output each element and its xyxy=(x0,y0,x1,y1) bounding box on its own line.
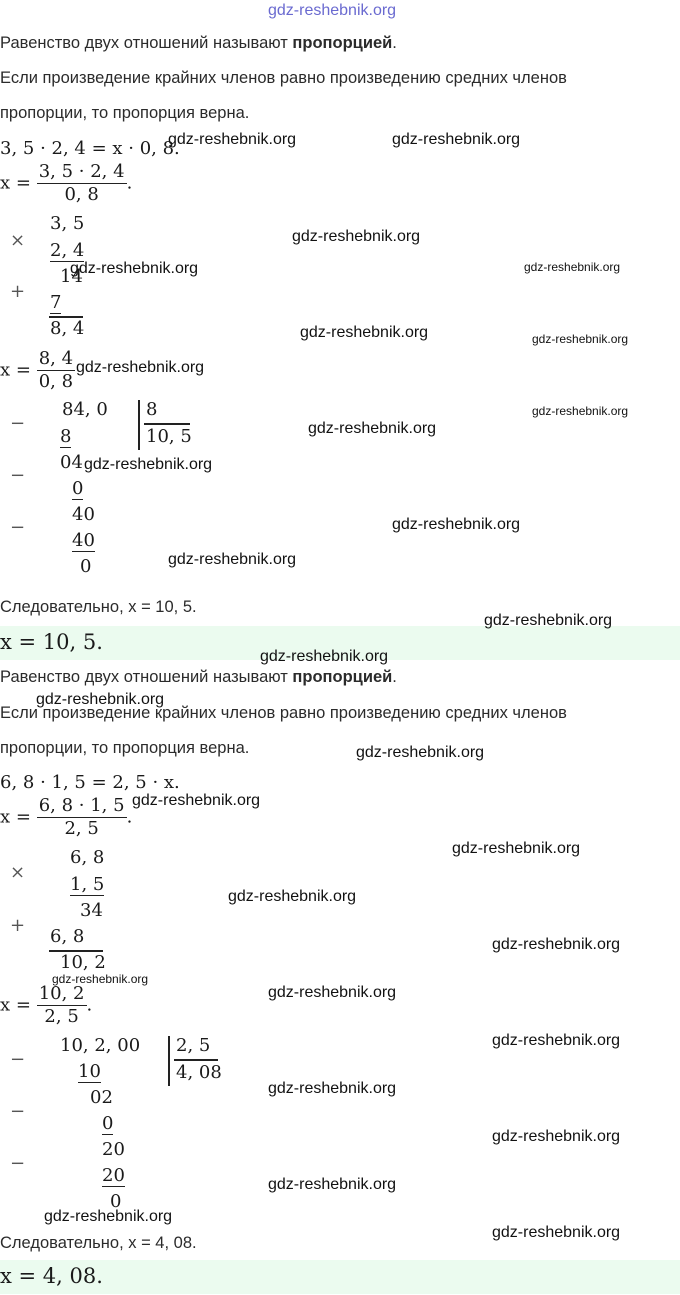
underlined-value: 20 xyxy=(102,1165,125,1186)
multiply-sign-2: × xyxy=(10,862,26,883)
answer-2: x = 4, 08. xyxy=(0,1264,103,1288)
intro-text-1 xyxy=(0,34,397,53)
plus-sign-2: + xyxy=(10,915,26,936)
underlined-value: 2, 4 xyxy=(50,240,85,261)
watermark: gdz-reshebnik.org xyxy=(70,260,199,277)
mult-result-1: 8, 4 xyxy=(50,318,85,339)
watermark: gdz-reshebnik.org xyxy=(532,404,629,418)
x-eq-label: x = xyxy=(0,806,31,828)
mult-partial-1-1: 14 xyxy=(60,266,83,287)
remainder-2-2: 20 xyxy=(102,1139,125,1160)
fraction xyxy=(37,796,127,839)
denominator: 2, 5 xyxy=(44,1005,79,1027)
underlined-value: 7 xyxy=(50,292,62,313)
intro-pre: Равенство двух отношений называют xyxy=(0,34,293,52)
watermark: gdz-reshebnik.org xyxy=(532,332,629,346)
multiply-sign-1: × xyxy=(10,230,26,251)
divisor-1: 8 xyxy=(146,399,158,420)
minus-sign-2a: − xyxy=(10,1049,26,1070)
minus-sign-1a: − xyxy=(10,413,26,434)
intro-bold-term: пропорцией xyxy=(292,668,393,686)
conclusion-1: Следовательно, x = 10, 5. xyxy=(0,598,197,616)
remainder-1-3: 0 xyxy=(80,556,92,577)
watermark: gdz-reshebnik.org xyxy=(492,1128,621,1145)
x-eq-label: x = xyxy=(0,994,31,1016)
underlined-value: 8 xyxy=(60,426,72,447)
watermark: gdz-reshebnik.org xyxy=(308,420,437,437)
x-eq-label: x = xyxy=(0,359,31,381)
mult-factor-b-1 xyxy=(50,240,84,261)
divisor-2: 2, 5 xyxy=(176,1035,211,1056)
watermark: gdz-reshebnik.org xyxy=(168,131,297,148)
watermark: gdz-reshebnik.org xyxy=(392,516,521,533)
minus-sign-1b: − xyxy=(10,465,26,486)
remainder-2-1: 02 xyxy=(90,1087,113,1108)
remainder-2-3: 0 xyxy=(110,1191,122,1212)
quotient-2: 4, 08 xyxy=(176,1062,222,1083)
watermark: gdz-reshebnik.org xyxy=(492,936,621,953)
watermark: gdz-reshebnik.org xyxy=(356,744,485,761)
watermark: gdz-reshebnik.org xyxy=(52,972,149,986)
mult-result-2: 10, 2 xyxy=(60,952,106,973)
underlined-value: 0 xyxy=(102,1113,114,1134)
rule-text-2b: пропорции, то пропорция верна. xyxy=(0,739,250,757)
underlined-value: 40 xyxy=(72,530,95,551)
fraction xyxy=(37,349,75,392)
watermark: gdz-reshebnik.org xyxy=(44,1208,173,1225)
watermark: gdz-reshebnik.org xyxy=(452,840,581,857)
intro-pre: Равенство двух отношений называют xyxy=(0,668,293,686)
watermark: gdz-reshebnik.org xyxy=(524,260,621,274)
x-eq-label: x = xyxy=(0,172,31,194)
watermark: gdz-reshebnik.org xyxy=(300,324,429,341)
watermark: gdz-reshebnik.org xyxy=(228,888,357,905)
dividend-1: 84, 0 xyxy=(62,399,108,420)
remainder-1-1: 04 xyxy=(60,452,83,473)
answer-1: x = 10, 5. xyxy=(0,630,103,654)
subtrahend-1-1 xyxy=(60,426,71,447)
watermark: gdz-reshebnik.org xyxy=(268,984,397,1001)
period: . xyxy=(86,994,93,1016)
proportion-equation-2: 6, 8 · 1, 5 = 2, 5 · x. xyxy=(0,772,180,793)
watermark: gdz-reshebnik.org xyxy=(492,1032,621,1049)
underlined-value: 1, 5 xyxy=(70,874,105,895)
minus-sign-1c: − xyxy=(10,517,26,538)
x-fraction-2 xyxy=(0,349,75,392)
mult-partial-2-2: 6, 8 xyxy=(50,926,85,947)
division-bar xyxy=(168,1036,170,1086)
period: . xyxy=(126,806,133,828)
watermark-top: gdz-reshebnik.org xyxy=(268,2,397,19)
period: . xyxy=(126,172,133,194)
watermark: gdz-reshebnik.org xyxy=(492,1224,621,1241)
denominator: 0, 8 xyxy=(38,370,74,392)
numerator: 10, 2 xyxy=(38,983,85,1004)
watermark: gdz-reshebnik.org xyxy=(168,551,297,568)
division-bar xyxy=(138,400,140,450)
x-fraction-3 xyxy=(0,796,132,839)
mult-partial-2-1 xyxy=(50,292,61,313)
watermark: gdz-reshebnik.org xyxy=(84,456,213,473)
rule-text-2a: Если произведение крайних членов равно произведению средних членов xyxy=(0,704,567,722)
fraction xyxy=(37,984,87,1027)
subtrahend-1-3 xyxy=(72,530,95,551)
watermark: gdz-reshebnik.org xyxy=(76,359,205,376)
intro-post: . xyxy=(392,668,397,686)
rule-text-1a: Если произведение крайних членов равно произведению средних членов xyxy=(0,69,567,87)
intro-post: . xyxy=(392,34,397,52)
numerator: 3, 5 · 2, 4 xyxy=(38,161,125,182)
dividend-2: 10, 2, 00 xyxy=(60,1035,141,1056)
plus-sign-1: + xyxy=(10,281,26,302)
remainder-1-2: 40 xyxy=(72,504,95,525)
numerator: 8, 4 xyxy=(38,348,74,369)
mult-factor-a-2: 6, 8 xyxy=(70,847,105,868)
watermark: gdz-reshebnik.org xyxy=(268,1176,397,1193)
minus-sign-2c: − xyxy=(10,1153,26,1174)
subtrahend-2-3 xyxy=(102,1165,125,1186)
underlined-value: 0 xyxy=(72,478,84,499)
intro-text-2 xyxy=(0,668,397,687)
numerator: 6, 8 · 1, 5 xyxy=(38,795,125,816)
subtrahend-2-2 xyxy=(102,1113,113,1134)
x-fraction-4 xyxy=(0,984,92,1027)
denominator: 0, 8 xyxy=(64,183,99,205)
x-fraction-1 xyxy=(0,162,132,205)
mult-factor-a-1: 3, 5 xyxy=(50,213,85,234)
rule-text-1b: пропорции, то пропорция верна. xyxy=(0,104,250,122)
watermark: gdz-reshebnik.org xyxy=(292,228,421,245)
fraction xyxy=(37,162,127,205)
subtrahend-1-2 xyxy=(72,478,83,499)
watermark: gdz-reshebnik.org xyxy=(392,131,521,148)
watermark: gdz-reshebnik.org xyxy=(132,792,261,809)
denominator: 2, 5 xyxy=(64,817,99,839)
underlined-value: 10 xyxy=(78,1061,101,1082)
proportion-equation-1: 3, 5 · 2, 4 = x · 0, 8. xyxy=(0,138,180,159)
conclusion-2: Следовательно, x = 4, 08. xyxy=(0,1234,197,1252)
divisor-line xyxy=(144,423,190,425)
watermark: gdz-reshebnik.org xyxy=(36,691,165,708)
quotient-1: 10, 5 xyxy=(146,426,192,447)
watermark: gdz-reshebnik.org xyxy=(484,612,613,629)
mult-partial-1-2: 34 xyxy=(80,900,103,921)
watermark: gdz-reshebnik.org xyxy=(260,648,389,665)
divisor-line xyxy=(174,1059,218,1061)
mult-factor-b-2 xyxy=(70,874,104,895)
intro-bold-term: пропорцией xyxy=(292,34,393,52)
watermark: gdz-reshebnik.org xyxy=(268,1080,397,1097)
minus-sign-2b: − xyxy=(10,1101,26,1122)
subtrahend-2-1 xyxy=(78,1061,101,1082)
